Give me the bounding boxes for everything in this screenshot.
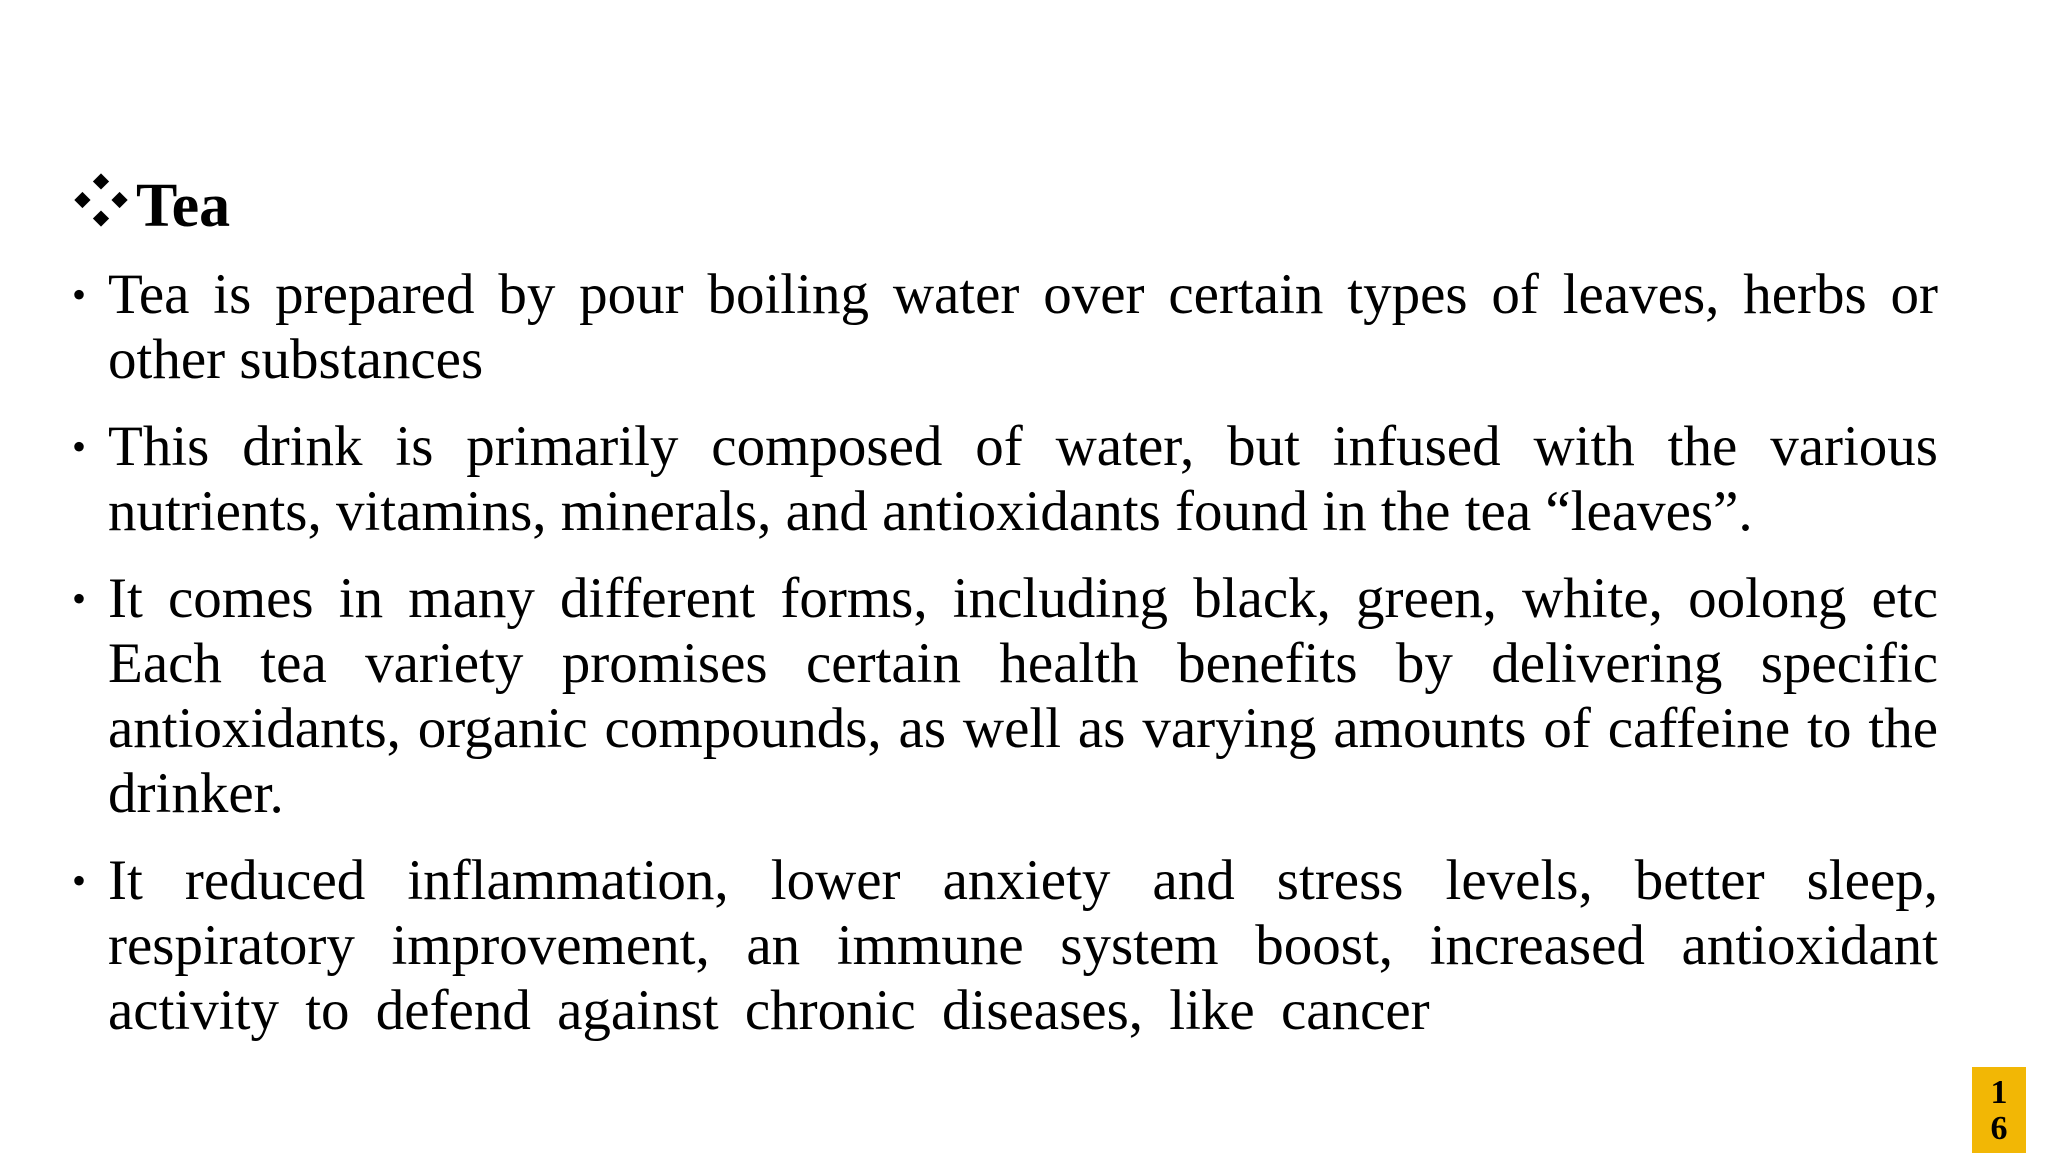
bullet-list xyxy=(68,262,1938,1065)
bullet-text: It reduced inflammation, lower anxiety and stress levels, better sleep, respiratory improvement, an immune system boost, increased antioxidant activity to defend against chronic diseases, like cancer xyxy=(108,849,1938,1042)
page-number-digit: 6 xyxy=(1990,1110,2008,1147)
slide-title-text: Tea xyxy=(136,172,231,240)
bullet-dot: • xyxy=(72,858,87,903)
bullet-dot: • xyxy=(72,576,87,621)
bullet-dot: • xyxy=(72,424,87,469)
bullet-text: This drink is primarily composed of water, but infused with the various nutrients, vitamins, minerals, and antioxidants found in the tea “leaves”. xyxy=(108,415,1938,543)
slide-title xyxy=(72,170,230,242)
bullet-item xyxy=(68,566,1938,826)
diamond-cluster-icon xyxy=(72,171,130,229)
bullet-item xyxy=(68,848,1938,1043)
bullet-text: It comes in many different forms, including black, green, white, oolong etc Each tea variety promises certain health benefits by delivering specific antioxidants, organic compounds, as well as varying amounts of caffeine to the drinker. xyxy=(108,567,1938,825)
bullet-dot: • xyxy=(72,272,87,317)
page-number-digit: 1 xyxy=(1990,1074,2008,1111)
bullet-item xyxy=(68,414,1938,544)
bullet-item xyxy=(68,262,1938,392)
page-number-badge xyxy=(1972,1067,2026,1153)
bullet-text: Tea is prepared by pour boiling water over certain types of leaves, herbs or other substances xyxy=(108,263,1938,391)
